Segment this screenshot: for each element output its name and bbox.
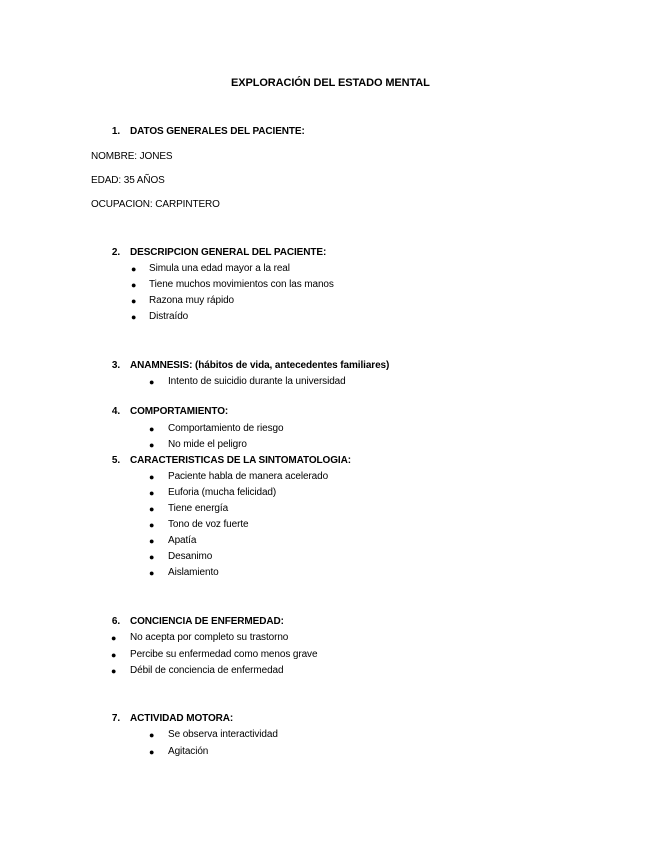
section-number: 7. [111,713,120,724]
list-item: No acepta por completo su trastorno [130,632,289,643]
bullet: ● [131,296,137,306]
bullet: ● [149,568,155,578]
bullet: ● [149,440,155,450]
list-item: Se observa interactividad [168,729,278,740]
bullet: ● [149,424,155,434]
section-number: 4. [111,406,120,417]
section-heading: CONCIENCIA DE ENFERMEDAD: [130,616,284,627]
list-item: Razona muy rápido [149,295,235,306]
list-item: Débil de conciencia de enfermedad [130,665,284,676]
list-item: No mide el peligro [168,439,247,450]
list-item: Apatía [168,535,197,546]
section-number: 6. [111,616,120,627]
list-item: Paciente habla de manera acelerado [168,471,329,482]
bullet: ● [149,377,155,387]
section-number: 3. [111,360,120,371]
list-item: Tono de voz fuerte [168,519,249,530]
bullet: ● [131,264,137,274]
bullet: ● [149,552,155,562]
list-item: Distraído [149,311,189,322]
list-item: Euforia (mucha felicidad) [168,487,277,498]
list-item: Agitación [168,746,209,757]
list-item: Aislamiento [168,567,219,578]
patient-name: NOMBRE: JONES [91,151,173,162]
list-item: Comportamiento de riesgo [168,423,284,434]
bullet: ● [149,536,155,546]
bullet: ● [149,520,155,530]
patient-age: EDAD: 35 AÑOS [91,175,165,186]
bullet: ● [131,312,137,322]
list-item: Simula una edad mayor a la real [149,263,290,274]
section-heading: ACTIVIDAD MOTORA: [130,713,234,724]
section-heading [130,359,389,373]
bullet: ● [149,747,155,757]
section-heading: COMPORTAMIENTO: [130,406,229,417]
bullet: ● [111,666,117,676]
section-heading-note: (hábitos de vida, antecedentes familiares) [195,360,390,371]
section-heading: DATOS GENERALES DEL PACIENTE: [130,126,305,137]
section-heading: DESCRIPCION GENERAL DEL PACIENTE: [130,247,327,258]
section-heading: CARACTERISTICAS DE LA SINTOMATOLOGIA: [130,455,351,466]
bullet: ● [111,650,117,660]
list-item: Desanimo [168,551,213,562]
bullet: ● [131,280,137,290]
section-number: 2. [111,247,120,258]
bullet: ● [111,633,117,643]
bullet: ● [149,730,155,740]
patient-occupation: OCUPACION: CARPINTERO [91,199,220,210]
section-number: 5. [111,455,120,466]
bullet: ● [149,488,155,498]
bullet: ● [149,504,155,514]
bullet: ● [149,472,155,482]
section-heading-main: ANAMNESIS: [130,360,193,371]
list-item: Intento de suicidio durante la universidad [168,376,346,387]
list-item: Tiene muchos movimientos con las manos [149,279,334,290]
list-item: Percibe su enfermedad como menos grave [130,649,318,660]
list-item: Tiene energía [168,503,229,514]
section-number: 1. [111,126,120,137]
page-title: EXPLORACIÓN DEL ESTADO MENTAL [231,77,430,89]
